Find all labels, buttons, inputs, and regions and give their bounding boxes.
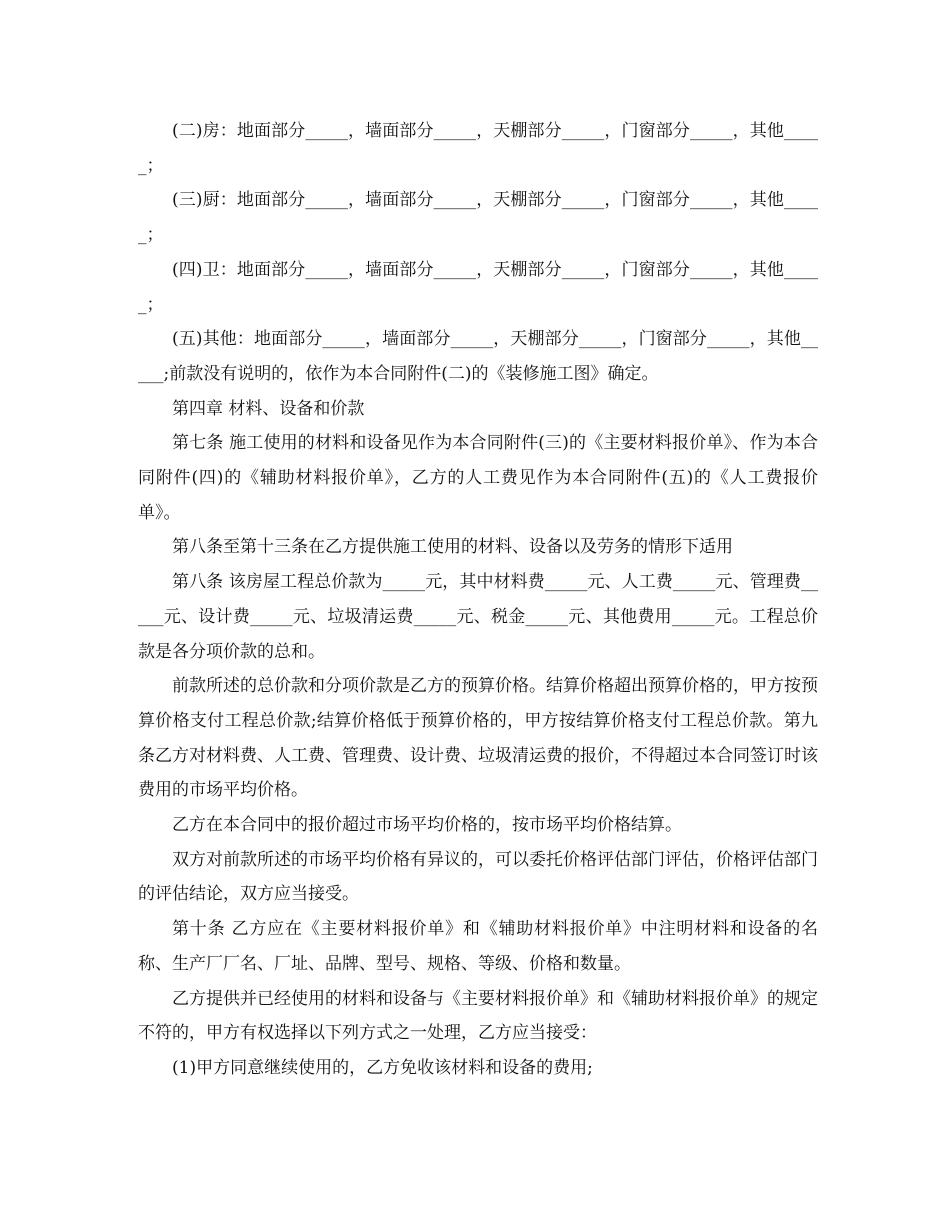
clause-bedroom: (二)房：地面部分_____，墙面部分_____，天棚部分_____，门窗部分_____，其他_____； <box>138 121 818 176</box>
contract-body <box>138 114 818 1086</box>
clause-other-rooms: (五)其他：地面部分_____，墙面部分_____，天棚部分_____，门窗部分_____，其他_____;前款没有说明的，依作为本合同附件(二)的《装修施工图》确定。 <box>138 329 818 384</box>
clause-bathroom: (四)卫：地面部分_____，墙面部分_____，天棚部分_____，门窗部分_____，其他_____； <box>138 259 818 315</box>
market-price-paragraph: 乙方在本合同中的报价超过市场平均价格的，按市场平均价格结算。 <box>172 815 682 836</box>
option-1-paragraph: (1)甲方同意继续使用的，乙方免收该材料和设备的费用; <box>172 1057 593 1078</box>
clause-kitchen: (三)厨：地面部分_____，墙面部分_____，天棚部分_____，门窗部分_____，其他_____； <box>138 190 818 246</box>
article-8: 第八条 该房屋工程总价款为_____元，其中材料费_____元、人工费_____元、管理费_____元、设计费_____元、垃圾清运费_____元、税金_____元、其他费用_____元。工程总价款是各分项价款的总和。 <box>138 572 818 662</box>
budget-price-paragraph: 前款所述的总价款和分项价款是乙方的预算价格。结算价格超出预算价格的，甲方按预算价格支付工程总价款;结算价格低于预算价格的，甲方按结算价格支付工程总价款。第九条乙方对材料费、人工费、管理费、设计费、垃圾清运费的报价，不得超过本合同签订时该费用的市场平均价格。 <box>138 676 818 801</box>
article-10: 第十条 乙方应在《主要材料报价单》和《辅助材料报价单》中注明材料和设备的名称、生产厂厂名、厂址、品牌、型号、规格、等级、价格和数量。 <box>138 919 818 974</box>
nonconforming-materials-paragraph: 乙方提供并已经使用的材料和设备与《主要材料报价单》和《辅助材料报价单》的规定不符的，甲方有权选择以下列方式之一处理，乙方应当接受： <box>138 988 818 1044</box>
article-7: 第七条 施工使用的材料和设备见作为本合同附件(三)的《主要材料报价单》、作为本合同附件(四)的《辅助材料报价单》，乙方的人工费见作为本合同附件(五)的《人工费报价单》。 <box>138 433 818 523</box>
price-dispute-paragraph: 双方对前款所述的市场平均价格有异议的，可以委托价格评估部门评估，价格评估部门的评估结论，双方应当接受。 <box>138 849 818 905</box>
chapter-heading: 第四章 材料、设备和价款 <box>172 398 365 419</box>
article-8-13-scope: 第八条至第十三条在乙方提供施工使用的材料、设备以及劳务的情形下适用 <box>172 537 733 558</box>
